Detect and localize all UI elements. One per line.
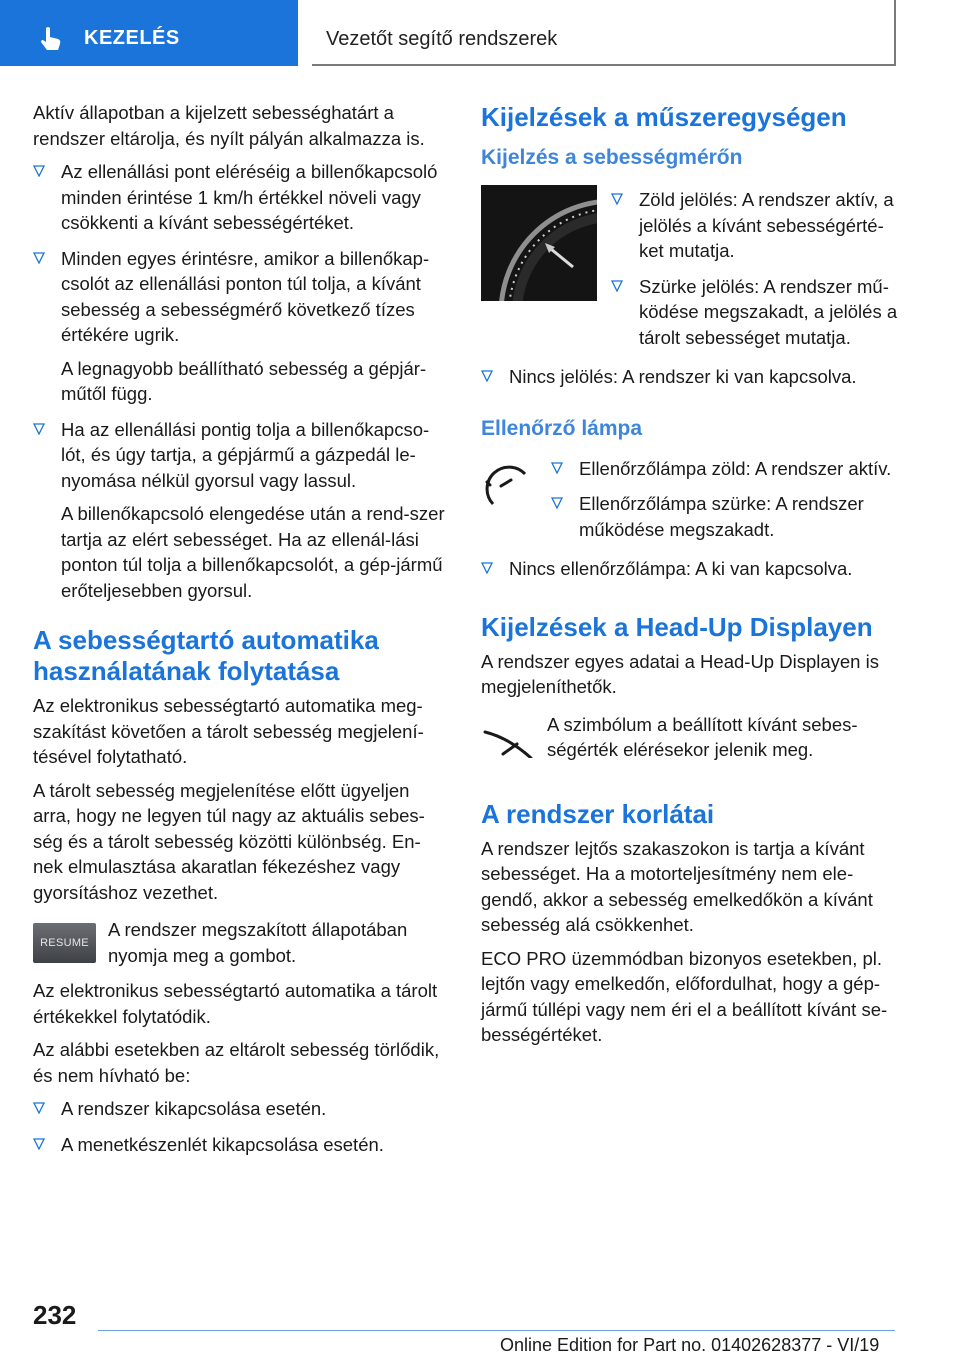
paragraph: A tárolt sebesség megjelenítése előtt ügyeljen arra, hogy ne legyen túl nagy az aktuális sebes-ség és a tárolt sebesség közötti különbség. En-nek elmulasztása akaratlan fékezéshez vagy gyorsításhoz vezethet.: [33, 779, 425, 903]
bullet-triangle-icon: [33, 252, 45, 264]
list-item-text: Nincs jelölés: A rendszer ki van kapcsolva.: [509, 366, 857, 387]
paragraph: Az elektronikus sebességtartó automatika a tárolt értékekkel folytatódik.: [33, 980, 438, 1027]
paragraph: A rendszer egyes adatai a Head-Up Displayen is megjeleníthetők.: [481, 650, 879, 697]
section-heading: A sebességtartó automatika használatának folytatása: [33, 625, 379, 686]
list-item: [611, 187, 901, 264]
left-column: [33, 100, 448, 1167]
list-item: [551, 491, 901, 542]
list-item: [481, 364, 901, 390]
subsection-heading: Ellenőrző lámpa: [481, 416, 643, 440]
bullet-triangle-icon: [611, 280, 623, 292]
subsection-heading: Kijelzés a sebességmérőn: [481, 146, 743, 169]
hand-pointer-icon: [38, 26, 62, 52]
list-item-continuation: A billenőkapcsoló elengedése után a rend-szer tartja az elért sebességet. Ha az ellenál-lási ponton túl tolja a billenőkapcsolót, a gép-jármű erőteljesebben gyorsul.: [61, 503, 445, 601]
section-tab: [0, 0, 298, 66]
paragraph: Az elektronikus sebességtartó automatika meg-szakítást követően a tárolt sebesség megjelení-tésével folytatható.: [33, 695, 424, 767]
list-item-text: Zöld jelölés: A rendszer aktív, a jelölés a kívánt sebességérté-ket mutatja.: [639, 189, 894, 261]
footer-divider: [98, 1330, 895, 1331]
bullet-triangle-icon: [33, 165, 45, 177]
list-item: [33, 1096, 448, 1122]
indicator-lamp-figure: [481, 456, 901, 553]
paragraph: Az alábbi esetekben az eltárolt sebesség törlődik, és nem hívható be:: [33, 1039, 440, 1086]
list-item: [33, 1132, 448, 1158]
list-item-text: Ha az ellenállási pontig tolja a billenőkapcso-lót, és úgy tartja, a gépjármű a gázpedál le-nyomása nélkül gyorsul vagy lassul.: [61, 418, 430, 491]
chapter-header: [312, 0, 896, 66]
list-item: [33, 417, 448, 604]
list-item-text: Az ellenállási pont eléréséig a billenőkapcsoló minden érintése 1 km/h értékkel növeli vagy csökkenti a kívánt sebességértéket.: [61, 161, 438, 233]
resume-button-image: RESUME: [33, 923, 96, 963]
bullet-triangle-icon: [481, 370, 493, 382]
page-number: 232: [33, 1300, 77, 1330]
paragraph: ECO PRO üzemmódban bizonyos esetekben, pl. lejtőn vagy emelkedőn, előfordulhat, hogy a gép-jármű túllépi vagy nem éri el a beállított kívánt se-bességértéket.: [481, 947, 888, 1045]
resume-figure: [33, 917, 448, 968]
intro-paragraph: Aktív állapotban a kijelzett sebességhatárt a rendszer eltárolja, és nyílt pályán alkalmazza is.: [33, 102, 425, 149]
hud-symbol-figure: [481, 712, 901, 771]
list-item: [33, 246, 448, 407]
bullet-triangle-icon: [481, 562, 493, 574]
hud-symbol-description: A szimbólum a beállított kívánt sebes-ségérték elérésekor jelenik meg.: [547, 713, 858, 760]
section-heading: A rendszer korlátai: [481, 798, 715, 829]
paragraph: A rendszer lejtős szakaszokon is tartja a kívánt sebességet. Ha a motorteljesítmény nem ele-gendő, akkor a sebesség emelkedőkön a kívánt sebesség alá csökkenhet.: [481, 837, 873, 935]
edition-info: Online Edition for Part no. 01402628377 - VI/19: [500, 1335, 880, 1355]
bullet-triangle-icon: [33, 1138, 45, 1150]
section-heading: Kijelzések a műszeregységen: [481, 102, 847, 132]
list-item-text: Ellenőrzőlámpa zöld: A rendszer aktív.: [579, 457, 892, 479]
hud-cruise-symbol-icon: [481, 718, 537, 758]
speedometer-figure: [481, 185, 901, 360]
list-item-continuation: A legnagyobb beállítható sebesség a gépjár-műtől függ.: [61, 357, 427, 404]
list-item: [611, 274, 901, 351]
chapter-title: Vezetőt segítő rendszerek: [326, 28, 558, 50]
right-column: [481, 100, 901, 1056]
list-item-text: A rendszer kikapcsolása esetén.: [61, 1098, 327, 1119]
section-title: KEZELÉS: [84, 27, 180, 49]
bullet-triangle-icon: [551, 497, 563, 509]
list-item-text: Ellenőrzőlámpa szürke: A rendszer működése megszakadt.: [579, 493, 864, 540]
bullet-triangle-icon: [33, 423, 45, 435]
section-heading: Kijelzések a Head-Up Displayen: [481, 611, 873, 642]
list-item-text: A menetkészenlét kikapcsolása esetén.: [61, 1133, 384, 1155]
bullet-triangle-icon: [33, 1102, 45, 1114]
speedometer-image: [481, 185, 597, 301]
bullet-triangle-icon: [551, 462, 563, 474]
list-item: [33, 159, 448, 236]
list-item-text: Minden egyes érintésre, amikor a billenőkap-csolót az ellenállási ponton túl tolja, a kívánt sebesség a sebességmérő következő tízes értékére ugrik.: [61, 247, 430, 345]
list-item-text: Szürke jelölés: A rendszer mű-ködése megszakadt, a jelölés a tárolt sebességet mutatja.: [639, 275, 898, 348]
list-item-text: Nincs ellenőrzőlámpa: A ki van kapcsolva.: [509, 558, 853, 579]
resume-description: A rendszer megszakított állapotában nyomja meg a gombot.: [108, 919, 408, 966]
cruise-control-indicator-icon: [481, 460, 531, 510]
list-item: [551, 456, 901, 482]
bullet-triangle-icon: [611, 193, 623, 205]
list-item: [481, 556, 901, 582]
